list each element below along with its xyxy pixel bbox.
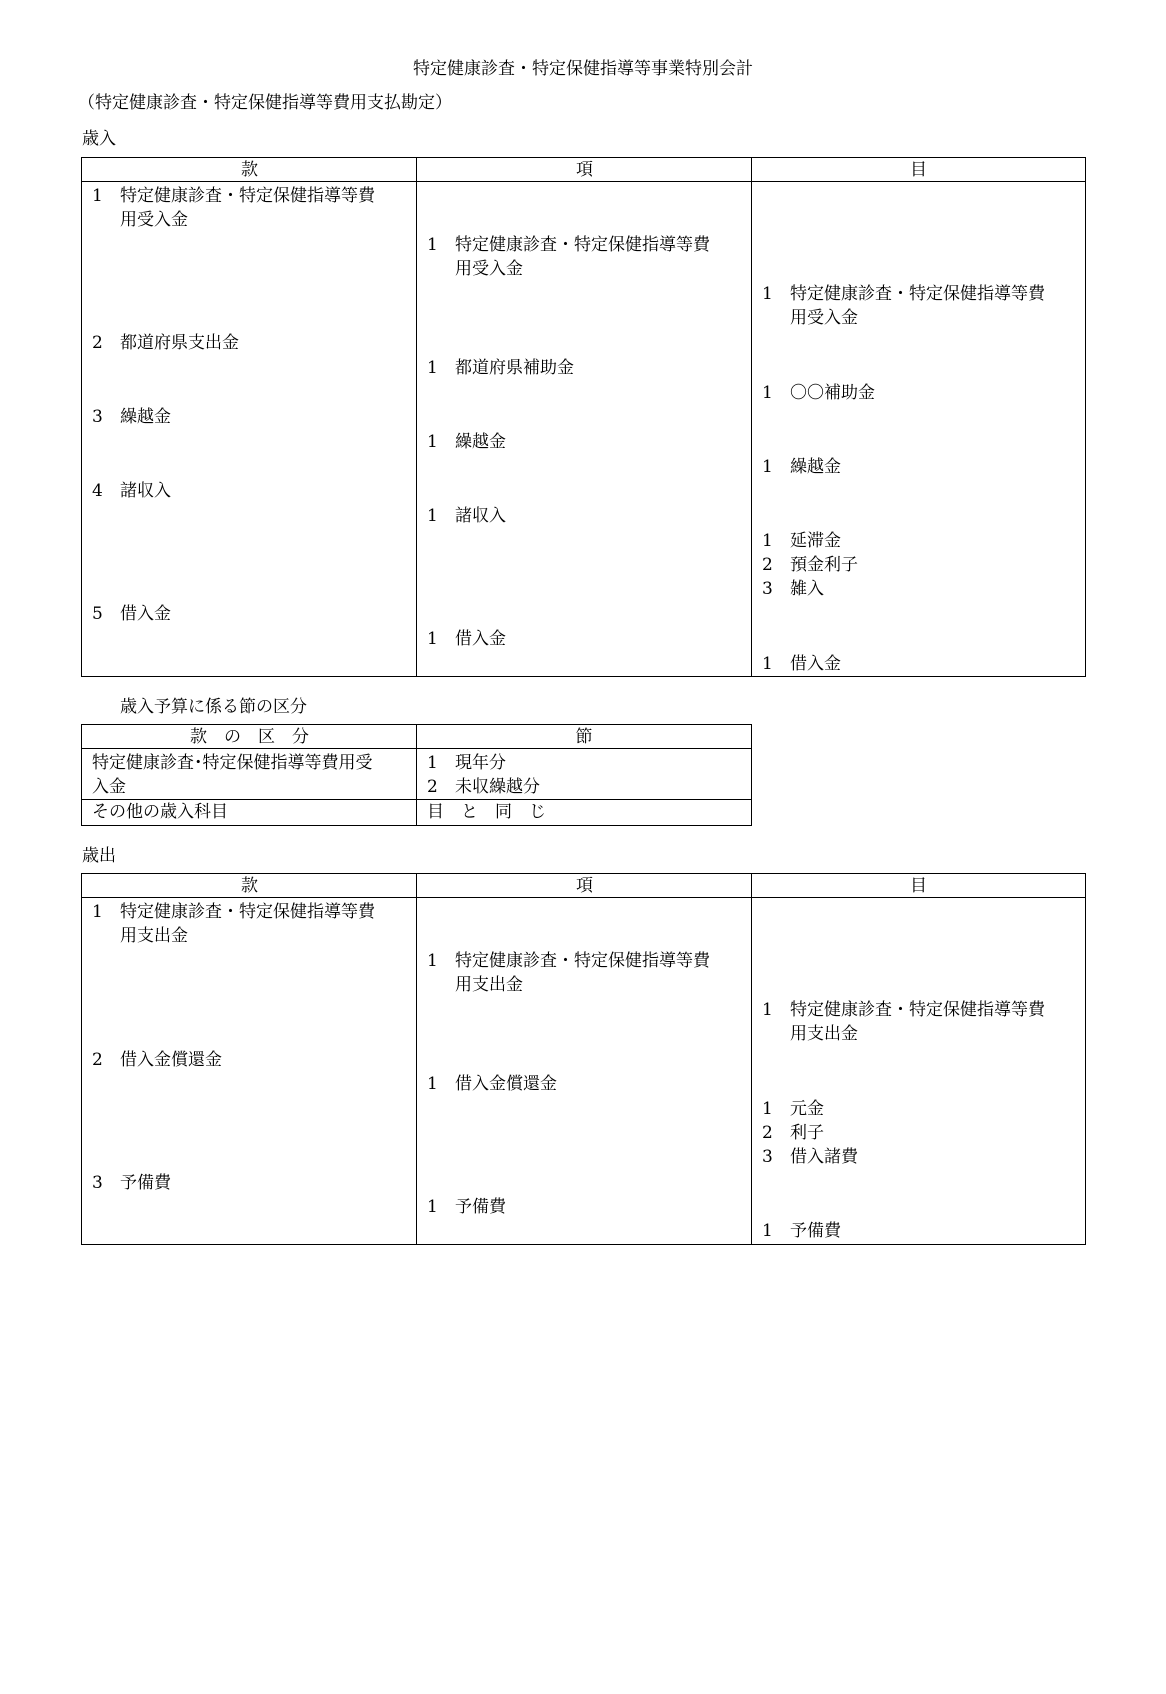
item-text-continued: 用受入金 — [455, 259, 523, 279]
item-number: 2 — [427, 777, 438, 797]
item-text: 借入金 — [120, 604, 171, 624]
item-number: 1 — [762, 1099, 773, 1119]
item-text-continued: 用受入金 — [790, 308, 858, 328]
setsu-row1-setsu — [427, 751, 540, 799]
revenue-kan-2 — [92, 331, 239, 355]
expenditure-moku-3 — [762, 1121, 824, 1145]
item-text: 予備費 — [790, 1221, 841, 1241]
setsu-header-kan: 款 の 区 分 — [82, 725, 417, 749]
item-number: 3 — [762, 1147, 773, 1167]
item-text: 特定健康診査・特定保健指導等費 — [120, 186, 375, 206]
revenue-moku-3 — [762, 455, 841, 479]
expenditure-table — [81, 873, 1086, 1245]
item-text: 借入金償還金 — [455, 1074, 557, 1094]
setsu-table — [81, 724, 752, 826]
item-text: 都道府県補助金 — [455, 358, 574, 378]
item-number: 1 — [427, 753, 438, 773]
item-text: 借入金 — [455, 629, 506, 649]
item-text: 特定健康診査・特定保健指導等費 — [790, 284, 1045, 304]
expenditure-moku-5 — [762, 1219, 841, 1243]
expenditure-header-kan: 款 — [82, 874, 417, 898]
page-title: 特定健康診査・特定保健指導等事業特別会計 — [413, 59, 753, 79]
item-text: 預金利子 — [790, 555, 858, 575]
setsu-row1-kan-line1: 特定健康診査･特定保健指導等費用受 — [92, 753, 373, 773]
setsu-row1-kan — [92, 751, 373, 799]
item-text: 繰越金 — [455, 432, 506, 452]
item-number: 3 — [762, 579, 773, 599]
revenue-moku-7 — [762, 652, 841, 676]
revenue-kan-1 — [92, 184, 375, 232]
item-number: 1 — [92, 186, 103, 206]
item-number: 4 — [92, 481, 103, 501]
item-text: 特定健康診査・特定保健指導等費 — [120, 902, 375, 922]
item-number: 1 — [427, 432, 438, 452]
setsu-row2-setsu: 目 と 同 じ — [427, 802, 546, 822]
item-number: 2 — [762, 555, 773, 575]
item-text: 繰越金 — [120, 407, 171, 427]
revenue-moku-2 — [762, 381, 875, 405]
revenue-kou-4 — [427, 504, 506, 528]
revenue-kou-3 — [427, 430, 506, 454]
expenditure-moku-4 — [762, 1145, 858, 1169]
expenditure-kan-2 — [92, 1048, 222, 1072]
revenue-kou-2 — [427, 356, 574, 380]
item-number: 1 — [427, 1074, 438, 1094]
item-number: 2 — [92, 333, 103, 353]
item-text: 延滞金 — [790, 531, 841, 551]
revenue-moku-4 — [762, 529, 841, 553]
item-number: 1 — [762, 654, 773, 674]
item-number: 1 — [427, 358, 438, 378]
item-number: 1 — [427, 1197, 438, 1217]
item-number: 3 — [92, 1173, 103, 1193]
item-number: 1 — [762, 284, 773, 304]
item-text: 借入金償還金 — [120, 1050, 222, 1070]
item-text: 未収繰越分 — [455, 777, 540, 797]
item-text: 特定健康診査・特定保健指導等費 — [790, 1000, 1045, 1020]
expenditure-moku-1 — [762, 998, 1045, 1046]
expenditure-moku-2 — [762, 1097, 824, 1121]
item-text-continued: 用支出金 — [455, 975, 523, 995]
item-number: 1 — [427, 235, 438, 255]
item-text-continued: 用受入金 — [120, 210, 188, 230]
setsu-row2-kan: その他の歳入科目 — [92, 802, 228, 822]
revenue-moku-1 — [762, 282, 1045, 330]
item-number: 1 — [92, 902, 103, 922]
item-text: 〇〇補助金 — [790, 383, 875, 403]
item-text: 現年分 — [455, 753, 506, 773]
expenditure-kou-1 — [427, 949, 710, 997]
revenue-header-kan: 款 — [82, 158, 417, 182]
expenditure-label: 歳出 — [82, 846, 116, 866]
revenue-header-moku: 目 — [752, 158, 1085, 182]
item-number: 1 — [762, 383, 773, 403]
item-number: 1 — [427, 506, 438, 526]
setsu-row1-kan-line2: 入金 — [92, 777, 126, 797]
item-text: 特定健康診査・特定保健指導等費 — [455, 235, 710, 255]
page-subtitle: （特定健康診査・特定保健指導等費用支払勘定） — [78, 93, 452, 113]
setsu-header-setsu: 節 — [417, 725, 751, 749]
setsu-item-2 — [427, 775, 540, 799]
item-number: 1 — [762, 1000, 773, 1020]
revenue-moku-5 — [762, 553, 858, 577]
item-text: 諸収入 — [120, 481, 171, 501]
item-number: 5 — [92, 604, 103, 624]
item-text: 諸収入 — [455, 506, 506, 526]
expenditure-kou-2 — [427, 1072, 557, 1096]
expenditure-kan-3 — [92, 1171, 171, 1195]
item-text: 元金 — [790, 1099, 824, 1119]
item-text-continued: 用支出金 — [120, 926, 188, 946]
item-number: 1 — [762, 1221, 773, 1241]
setsu-caption: 歳入予算に係る節の区分 — [120, 697, 307, 717]
item-text: 予備費 — [120, 1173, 171, 1193]
item-text: 予備費 — [455, 1197, 506, 1217]
expenditure-kan-1 — [92, 900, 375, 948]
item-text: 借入金 — [790, 654, 841, 674]
expenditure-header-moku: 目 — [752, 874, 1085, 898]
item-number: 1 — [427, 951, 438, 971]
item-number: 1 — [762, 531, 773, 551]
item-number: 1 — [762, 457, 773, 477]
item-text: 借入諸費 — [790, 1147, 858, 1167]
revenue-kou-5 — [427, 627, 506, 651]
item-number: 3 — [92, 407, 103, 427]
revenue-kan-3 — [92, 405, 171, 429]
revenue-header-kou: 項 — [417, 158, 752, 182]
item-text: 利子 — [790, 1123, 824, 1143]
item-number: 2 — [92, 1050, 103, 1070]
item-number: 2 — [762, 1123, 773, 1143]
expenditure-header-kou: 項 — [417, 874, 752, 898]
revenue-table — [81, 157, 1086, 677]
item-text: 雑入 — [790, 579, 824, 599]
revenue-moku-6 — [762, 577, 824, 601]
item-text: 繰越金 — [790, 457, 841, 477]
item-number: 1 — [427, 629, 438, 649]
revenue-kan-5 — [92, 602, 171, 626]
expenditure-kou-3 — [427, 1195, 506, 1219]
setsu-item-1 — [427, 751, 540, 775]
revenue-kan-4 — [92, 479, 171, 503]
item-text: 特定健康診査・特定保健指導等費 — [455, 951, 710, 971]
item-text: 都道府県支出金 — [120, 333, 239, 353]
revenue-kou-1 — [427, 233, 710, 281]
revenue-label: 歳入 — [82, 129, 116, 149]
item-text-continued: 用支出金 — [790, 1024, 858, 1044]
